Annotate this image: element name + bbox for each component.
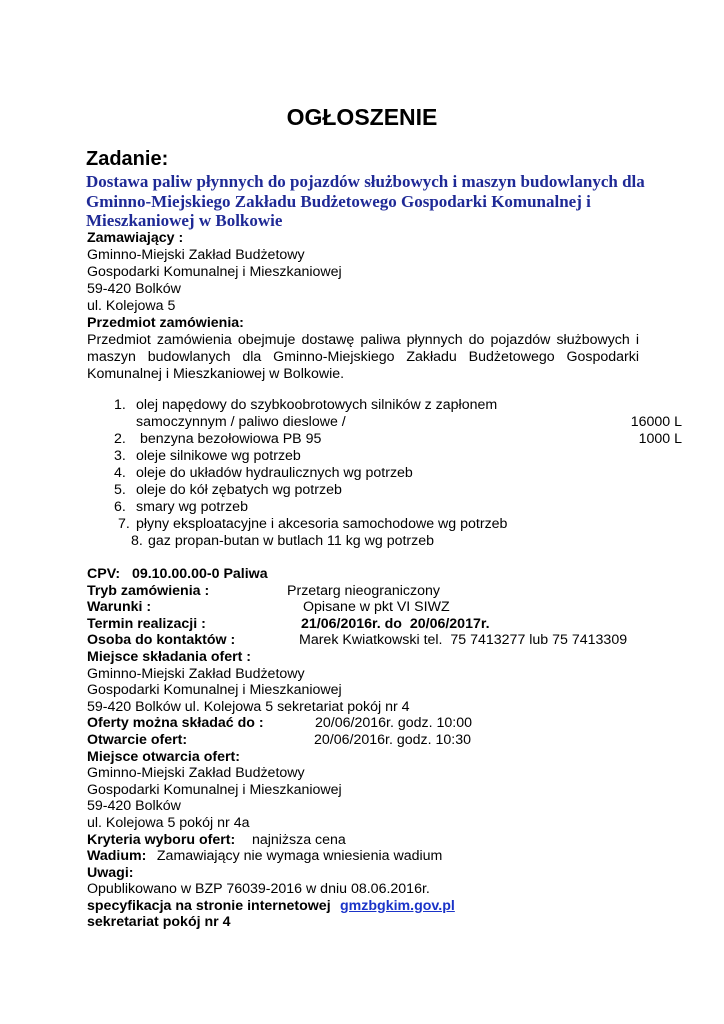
address-line: 59-420 Bolków ul. Kolejowa 5 sekretariat pokój nr 4 (87, 698, 410, 715)
contact-label: Osoba do kontaktów : (87, 632, 236, 649)
opening-value: 20/06/2016r. godz. 10:30 (314, 731, 471, 748)
item-text: smary wg potrzeb (136, 499, 248, 515)
subject-label: Przedmiot zamówienia: (87, 315, 244, 331)
warunki-label: Warunki : (87, 599, 152, 616)
wadium-value: Zamawiający nie wymaga wniesienia wadium (149, 848, 443, 865)
subject-description: Przedmiot zamówienia obejmuje dostawę paliwa płynnych do pojazdów służbowych i maszyn budowlanych dla Gminno-Miejskiego Zakładu Budżetowego Gospodarki Komunalnej i Mieszkaniowej w Bolkowie. (87, 332, 639, 382)
termin-label: Termin realizacji : (87, 615, 206, 632)
item-quantity: 1000 L (638, 431, 682, 447)
termin-value: 21/06/2016r. do 20/06/2017r. (301, 615, 490, 632)
item-number: 6. (114, 499, 126, 515)
item-number: 8. (131, 533, 143, 549)
list-item (114, 533, 684, 550)
item-number: 4. (114, 465, 126, 481)
item-number: 1. (114, 397, 126, 413)
address-line: Gminno-Miejski Zakład Budżetowy (87, 665, 305, 682)
ordering-party-label: Zamawiający : (87, 230, 184, 246)
item-number: 2. (114, 431, 126, 447)
item-text: oleje do kół zębatych wg potrzeb (136, 482, 342, 498)
deadline-value: 20/06/2016r. godz. 10:00 (315, 715, 472, 732)
opening-place-label: Miejsce otwarcia ofert: (87, 748, 240, 765)
address-line: Gospodarki Komunalnej i Mieszkaniowej (87, 264, 342, 280)
item-text: samoczynnym / paliwo dieslowe / (136, 414, 346, 430)
contact-value: Marek Kwiatkowski tel. 75 7413277 lub 75 7413309 (299, 632, 628, 649)
notes-label: Uwagi: (87, 864, 134, 881)
item-text: olej napędowy do szybkoobrotowych silników z zapłonem (136, 397, 498, 413)
list-item (114, 414, 684, 431)
ordering-party-section (87, 230, 639, 383)
notes-text: Opublikowano w BZP 76039-2016 w dniu 08.06.2016r. (87, 881, 430, 898)
spec-label: specyfikacja na stronie internetowej (87, 897, 335, 914)
address-line: Gospodarki Komunalnej i Mieszkaniowej (87, 781, 342, 798)
item-text: oleje do układów hydraulicznych wg potrzeb (136, 465, 413, 481)
list-item (114, 499, 684, 516)
tryb-value: Przetarg nieograniczony (287, 582, 440, 599)
list-item (114, 448, 684, 465)
item-text: benzyna bezołowiowa PB 95 (136, 431, 322, 447)
address-line: Gospodarki Komunalnej i Mieszkaniowej (87, 682, 342, 699)
items-list (114, 397, 684, 550)
submission-place-label: Miejsce składania ofert : (87, 648, 252, 665)
address-line: 59-420 Bolków (87, 798, 181, 815)
task-subject: Dostawa paliw płynnych do pojazdów służbowych i maszyn budowlanych dla Gminno-Miejskiego Zakładu Budżetowego Gospodarki Komunalnej i Mieszkaniowej w Bolkowie (86, 172, 645, 230)
item-quantity: 16000 L (630, 414, 682, 430)
page-title: OGŁOSZENIE (286, 104, 438, 130)
item-number: 5. (114, 482, 126, 498)
address-line: ul. Kolejowa 5 pokój nr 4a (87, 814, 250, 831)
secretariat-note: sekretariat pokój nr 4 (87, 914, 231, 931)
tryb-label: Tryb zamówienia : (87, 582, 210, 599)
list-item (114, 431, 684, 448)
details-section (87, 566, 687, 931)
item-text: płyny eksploatacyjne i akcesoria samochodowe wg potrzeb (136, 516, 508, 532)
item-number: 3. (114, 448, 126, 464)
item-text: oleje silnikowe wg potrzeb (136, 448, 301, 464)
address-line: 59-420 Bolków (87, 281, 181, 297)
list-item (114, 465, 684, 482)
list-item (114, 482, 684, 499)
address-line: ul. Kolejowa 5 (87, 298, 176, 314)
list-item (114, 397, 684, 414)
item-text: gaz propan-butan w butlach 11 kg wg potrzeb (148, 533, 435, 549)
item-number: 7. (118, 516, 130, 532)
warunki-value: Opisane w pkt VI SIWZ (303, 599, 450, 616)
criteria-value: najniższa cena (248, 831, 346, 848)
task-heading: Zadanie: (86, 148, 169, 170)
address-line: Gminno-Miejski Zakład Budżetowy (87, 247, 305, 263)
spec-link[interactable]: gmzbgkim.gov.pl (340, 897, 455, 914)
deadline-label: Oferty można składać do : (87, 715, 264, 732)
address-line: Gminno-Miejski Zakład Budżetowy (87, 765, 305, 782)
opening-label: Otwarcie ofert: (87, 731, 188, 748)
wadium-label: Wadium: (87, 848, 147, 865)
criteria-label: Kryteria wyboru ofert: (87, 831, 236, 848)
list-item (114, 516, 684, 533)
cpv-code: CPV: 09.10.00.00-0 Paliwa (87, 566, 268, 582)
